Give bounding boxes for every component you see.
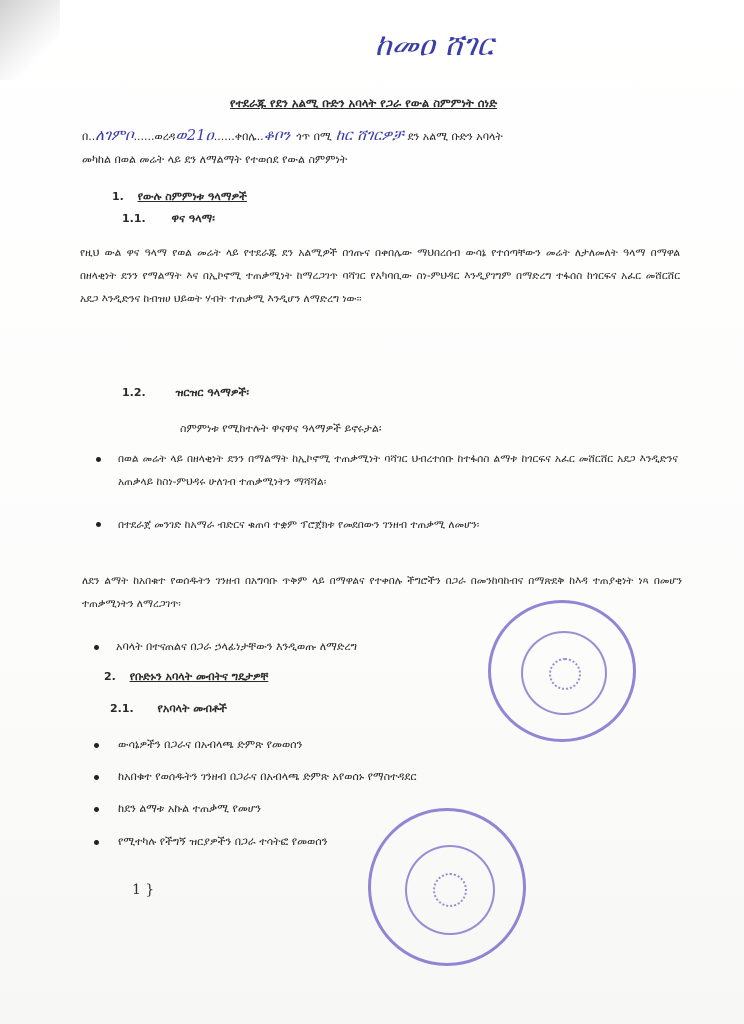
subsection-1-2-number: 1.2. — [122, 386, 146, 399]
subsection-2-1-number: 2.1. — [110, 702, 134, 715]
section-1-heading — [112, 190, 247, 204]
intro-line-1 — [82, 128, 503, 144]
handwritten-title: ከመዐ ሸገር — [375, 28, 494, 63]
folded-corner — [0, 0, 60, 80]
official-stamp-icon — [488, 600, 636, 742]
bullet-icon — [94, 807, 99, 812]
subsection-1-2-title: ዝርዝር ዓላማዎች፡ — [175, 386, 249, 399]
loan-paragraph: ለደን ልማት ከአበቁተ የወሰዱትን ገንዘብ በአግባቡ ጥቅም ላይ በማዋልና የተቀበሉ ችግሮችን በጋራ በመንከባከብና በማጽደቅ ከእዳ ተጠያቂነት ነጻ በመሆን ተጠቃሚነትን ለማረጋገጥ፡ — [82, 575, 682, 610]
section-2-heading — [104, 670, 268, 684]
rights-bullet-1: ውሳኔዎችን በጋራና በአብላጫ ድምጽ የመወሰን — [118, 738, 303, 751]
bullet-icon — [94, 775, 99, 780]
subsection-1-1-heading — [122, 212, 215, 226]
section-2-title: የቡድኑን አባላት መብትና ግዴታዎቸ — [129, 670, 269, 683]
subsection-1-2-heading — [122, 386, 249, 400]
main-objective-paragraph: የዚህ ውል ዋና ዓላማ የወል መሬት ላይ የተደራጁ ደን አልሚዎች በጎጡና በቀበሌው ማህበረሰብ ውሳኔ የተሰጣቸውን መሬት ለታለመለት ዓላማ በማዋል በዘላቂነት ደንን የማልማት እና በኢኮኖሚ ተጠቃሚነት ከማረጋገጥ ባሻገር የአካባቢው ስነ-ምህዳር እንዲያገግም በማድረግ ተፋሰስ ከጎርፍና አፈር መሸርሸር አደጋ እንዲድንና ከብዝሀ ህይወት ሃብት ተጠቃሚ እንዲሆን ለማድረግ ነው፡፡ — [80, 247, 680, 305]
specific-objectives-intro: ስምምነቱ የሚከተሉት ዋናዋና ዓላማዎች ይኖሩታል፡ — [180, 422, 382, 435]
section-1-number: 1. — [112, 190, 124, 203]
bullet-icon — [94, 743, 99, 748]
objective-bullet-3: አባላት በተናጠልና በጋራ ኃላፊነታቸውን እንዲወጡ ለማድረግ — [116, 640, 357, 653]
objective-bullet-1: በወል መሬት ላይ በዘላቂነት ደንን በማልማት ከኢኮኖሚ ተጠቃሚነት ባሻገር ህብረተሰቡ ከተፋሰስ ልማቱ ከጎርፍና አፈር መሸርሸር አደጋ እንዲድንና አጠቃላይ ከስነ-ምህዳሩ ሁለገብ ተጠቃሚነትን ማሻሻል፡ — [118, 453, 678, 488]
bullet-icon — [96, 522, 101, 527]
bullet-icon — [94, 645, 99, 650]
intro-prefix: በ.. — [82, 130, 96, 143]
section-1-title: የውሉ ስምምነቱ ዓላማዎች — [137, 190, 247, 203]
bullet-icon — [94, 840, 99, 845]
page-mark: 1 } — [132, 882, 155, 898]
intro-kebele-label: ......ቀበሌ.. — [213, 130, 264, 143]
handwritten-got: ከር ሸገርዎቻ — [335, 126, 404, 144]
handwritten-woreda: ወ21ዐ — [175, 126, 214, 144]
section-2-number: 2. — [104, 670, 116, 683]
intro-woreda-label: ......ወረዳ — [133, 130, 176, 143]
subsection-2-1-heading — [110, 702, 227, 716]
intro-got-label: ጎጥ በሚ — [296, 130, 332, 143]
document-title: የተደራጁ የደን አልሚ ቡድን አባላት የጋራ የውል ስምምነት ሰነድ — [230, 96, 498, 110]
intro-group-label: ደን አልሚ ቡድን አባላት — [407, 130, 503, 143]
handwritten-zone: ለገምቦ — [95, 126, 134, 144]
bullet-icon — [96, 457, 101, 462]
subsection-2-1-title: የአባላት መብቶች — [157, 702, 227, 715]
subsection-1-1-title: ዋና ዓላማ፡ — [171, 212, 215, 225]
rights-bullet-3: ከደን ልማቱ አኩል ተጠቃሚ የመሆን — [118, 802, 262, 815]
rights-bullet-4: የሚተካሉ የችግኝ ዝርያዎችን በጋራ ተሳትፎ የመወሰን — [118, 835, 328, 848]
official-stamp-icon — [368, 808, 526, 966]
subsection-1-1-number: 1.1. — [122, 212, 146, 225]
objective-bullet-2: በተደራጀ መንገድ ከአማራ ብድርና ቁጠባ ተቋም ፕሮጀክቱ የመደበውን ገንዘብ ተጠቃሚ ለመሆን፡ — [118, 519, 480, 531]
handwritten-kebele: ቆቦን — [263, 126, 291, 144]
intro-line-2: መካከል በወል መሬት ላይ ደን ለማልማት የተወሰደ የውል ስምምነት — [82, 153, 348, 166]
rights-bullet-2: ከአበቁተ የወሰዱትን ገንዘብ በጋራና በአብላጫ ድምጽ አየወሰኑ የማስተዳደር — [118, 770, 417, 783]
